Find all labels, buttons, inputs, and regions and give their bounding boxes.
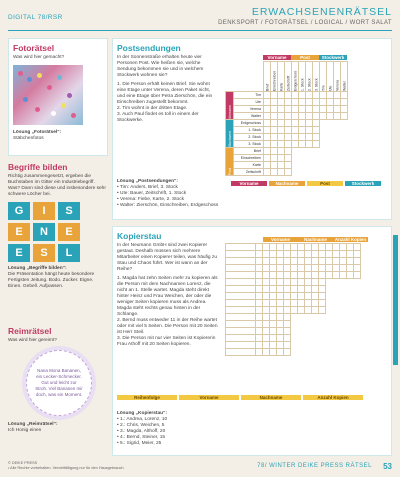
grid-cell[interactable] (312, 293, 319, 300)
grid-row-label: Tim (234, 92, 264, 99)
grid-cell[interactable] (319, 286, 326, 293)
grid-row-label (226, 251, 256, 258)
postsendungen-solution-line: • Tim: Anders, Brief, 3. Stock (117, 185, 178, 190)
grid-row-label (226, 307, 256, 314)
grid-col-label: Brief (264, 62, 271, 92)
grid-cell[interactable] (263, 328, 270, 335)
grid-cell[interactable] (312, 286, 319, 293)
grid-row-label: 2. Stock (234, 134, 264, 141)
grid-cell[interactable] (256, 300, 263, 307)
grid-cell[interactable] (263, 307, 270, 314)
grid-cell[interactable] (291, 265, 298, 272)
page-header (0, 0, 400, 34)
answer-header: Post (307, 181, 343, 186)
grid-cell[interactable] (305, 251, 312, 258)
grid-row-group: Stockwerk (226, 120, 234, 148)
grid-col-label: 2. Stock (306, 62, 313, 92)
grid-cell[interactable] (256, 314, 263, 321)
side-accent-strip (393, 235, 398, 365)
grid-cell[interactable] (319, 307, 326, 314)
kopierstau-solution-line: • 4.: Bernd, Steiner, 15 (117, 435, 166, 440)
postsendungen-clue: 1. Die Person erhält keinen Brief. Sie wohnt eine Etage unter Verena, deren Paket nicht, und eine Etage über Petra Zierschön, die ein Einschreiben zugestellt bekommt. (117, 82, 213, 105)
grid-cell[interactable] (263, 300, 270, 307)
grid-cell[interactable] (333, 244, 340, 251)
grid-cell[interactable] (256, 342, 263, 349)
grid-cell[interactable] (340, 244, 347, 251)
grid-row-label (226, 335, 256, 342)
grid-cell[interactable] (354, 244, 361, 251)
kopierstau-clue: 2. Bernd muss entweder 11 in der Reihe wartet oder mit viel 5 Seiten. Die Person mit 20 Seiten ist Herr Steil. (117, 318, 218, 335)
grid-row-label (226, 286, 256, 293)
grid-cell[interactable] (326, 251, 333, 258)
grid-row-label: Walter (234, 113, 264, 120)
grid-cell[interactable] (312, 265, 319, 272)
grid-cell[interactable] (284, 251, 291, 258)
grid-cell[interactable] (312, 279, 319, 286)
kopierstau-solution-label: Lösung „Kopierstau“: (117, 411, 168, 416)
grid-row-label: Karte (234, 162, 264, 169)
grid-cell[interactable] (291, 272, 298, 279)
grid-cell[interactable] (319, 251, 326, 258)
grid-cell[interactable] (298, 244, 305, 251)
grid-header: Nachname (298, 237, 333, 242)
grid-row-label: Brief (234, 148, 264, 155)
grid-row-label (226, 258, 256, 265)
grid-col-label: Karte (278, 62, 285, 92)
grid-cell[interactable] (284, 342, 291, 349)
reimraetsel-solution-label: Lösung „Reimrätsel“: (8, 422, 58, 427)
kopierstau-solution-line: • 2.: Chris, Weichen, 5 (117, 423, 165, 428)
grid-cell[interactable] (298, 293, 305, 300)
grid-cell[interactable] (298, 258, 305, 265)
grid-col-label: Tim (320, 62, 327, 92)
grid-cell[interactable] (256, 244, 263, 251)
grid-cell[interactable] (340, 265, 347, 272)
grid-cell[interactable] (270, 314, 277, 321)
answer-header: Stockwerk (345, 181, 381, 186)
letter-tile: E (8, 244, 30, 262)
fotoraetsel-box (8, 38, 108, 156)
grid-col-label: 3. Stock (313, 62, 320, 92)
grid-cell[interactable] (326, 272, 333, 279)
footer-publication: 78/ WINTER DEIKE PRESS RÄTSEL (257, 463, 372, 469)
grid-row-label: Verena (234, 106, 264, 113)
postsendungen-intro: In der Sonnenstraße erhalten heute vier Personen Post. Wie heißen sie, welche Sendung bekommen sie und in welchem Stockwerk wohnen sie? (117, 55, 204, 78)
postsendungen-box (112, 38, 392, 220)
grid-cell[interactable] (270, 258, 277, 265)
begriffe-solution-label: Lösung „Begriffe bilden“: (8, 266, 67, 271)
grid-cell[interactable] (298, 251, 305, 258)
grid-row-label (226, 265, 256, 272)
grid-cell[interactable] (312, 272, 319, 279)
grid-cell[interactable] (263, 293, 270, 300)
grid-cell[interactable] (256, 328, 263, 335)
grid-cell[interactable] (298, 300, 305, 307)
grid-cell[interactable] (298, 265, 305, 272)
grid-cell[interactable] (263, 321, 270, 328)
grid-cell[interactable] (256, 251, 263, 258)
grid-cell[interactable] (284, 286, 291, 293)
kopierstau-clue: 1. Magda hat zehn Seiten mehr zu kopieren als die Person mit dem Nachnamen Lorenz, die nicht an 1. Stelle wartet. Magda steht direkt hinter Heinz und Frau Weichen, der oder die weniger Seiten kopieren muss als Andrea. Magda steht rechts genau hinten in der Schlange. (117, 276, 218, 317)
grid-cell[interactable] (277, 321, 284, 328)
grid-cell[interactable] (333, 251, 340, 258)
postsendungen-answer-row (231, 181, 381, 186)
grid-cell[interactable] (284, 314, 291, 321)
grid-cell[interactable] (305, 286, 312, 293)
grid-cell[interactable] (284, 244, 291, 251)
grid-cell[interactable] (333, 258, 340, 265)
grid-cell[interactable] (354, 251, 361, 258)
grid-cell[interactable] (284, 300, 291, 307)
grid-cell[interactable] (277, 328, 284, 335)
grid-cell[interactable] (256, 279, 263, 286)
grid-cell[interactable] (319, 258, 326, 265)
grid-cell[interactable] (291, 300, 298, 307)
grid-cell[interactable] (305, 272, 312, 279)
grid-cell[interactable] (256, 307, 263, 314)
grid-cell[interactable] (256, 321, 263, 328)
grid-cell[interactable] (326, 265, 333, 272)
grid-cell[interactable] (270, 300, 277, 307)
grid-cell[interactable] (256, 349, 263, 356)
grid-cell[interactable] (263, 265, 270, 272)
grid-col-label: Ute (327, 62, 334, 92)
grid-cell[interactable] (319, 265, 326, 272)
grid-cell[interactable] (263, 335, 270, 342)
grid-cell[interactable] (291, 286, 298, 293)
grid-cell[interactable] (277, 307, 284, 314)
grid-col-label: Zeitschrift (285, 62, 292, 92)
grid-cell[interactable] (291, 258, 298, 265)
reimraetsel-question: Was wird hier gereimt? (8, 338, 57, 343)
grid-cell[interactable] (256, 272, 263, 279)
grid-row-label (226, 314, 256, 321)
begriffe-title: Begriffe bilden (8, 162, 68, 172)
grid-cell[interactable] (298, 286, 305, 293)
grid-header: Anzahl Kopien (334, 237, 367, 242)
header-divider (8, 30, 392, 31)
grid-cell[interactable] (277, 258, 284, 265)
answer-header: Reihenfolge (117, 395, 177, 400)
reim-cloud: Nana Mona Bananen, ein Lecker-Schmecker. Gut und leicht zur Stroh. Viel Bananen mir doch, was ein Moment. (26, 350, 92, 416)
grid-cell[interactable] (312, 307, 319, 314)
grid-cell[interactable] (270, 328, 277, 335)
grid-cell[interactable] (333, 265, 340, 272)
grid-col-label: Einschreiben (271, 62, 278, 92)
kopierstau-grid (225, 237, 368, 356)
grid-cell[interactable] (263, 342, 270, 349)
grid-row-label (226, 328, 256, 335)
grid-row-label (226, 321, 256, 328)
grid-row-label: 3. Stock (234, 141, 264, 148)
grid-cell[interactable] (298, 307, 305, 314)
grid-col-label: Erdgeschoss (292, 62, 299, 92)
grid-cell[interactable] (277, 335, 284, 342)
grid-cell[interactable] (284, 328, 291, 335)
grid-header: Vorname (263, 55, 291, 60)
grid-cell[interactable] (277, 300, 284, 307)
kopierstau-solution-line: • 5.: Sigrid, Meier, 25 (117, 441, 162, 446)
postsendungen-solution-line: • Ute: Bauer, Zeitschrift, 1. Stock (117, 191, 187, 196)
grid-cell[interactable] (291, 307, 298, 314)
grid-cell[interactable] (305, 300, 312, 307)
kopierstau-solution-line: • 1.: Andrea, Lorenz, 10 (117, 417, 168, 422)
postsendungen-clue: 3. Auch Paul findet es toll in einem der Stockwerke. (117, 112, 199, 123)
grid-row-label (226, 279, 256, 286)
grid-cell[interactable] (270, 265, 277, 272)
grid-cell[interactable] (277, 272, 284, 279)
grid-row-label (226, 244, 256, 251)
grid-cell[interactable] (354, 258, 361, 265)
letter-tile: S (58, 202, 80, 220)
grid-cell[interactable] (277, 342, 284, 349)
issue-label: DIGITAL 78/RSR (8, 14, 63, 21)
grid-cell[interactable] (305, 244, 312, 251)
grid-cell[interactable] (263, 349, 270, 356)
grid-row-group: Post (226, 148, 234, 176)
fotoraetsel-solution: Stäbchenfotos (13, 136, 44, 141)
postsendungen-clue: 2. Tim wohnt in der dritten Etage. (117, 106, 188, 111)
postsendungen-title: Postsendungen (117, 43, 181, 53)
grid-col-label: 1. Stock (299, 62, 306, 92)
grid-cell[interactable] (256, 293, 263, 300)
grid-header: Stockwerk (319, 55, 347, 60)
kopierstau-logic-grid (225, 243, 361, 356)
grid-cell[interactable] (340, 258, 347, 265)
postsendungen-solution-line: • Verena: Fiebe, Karte, 2. Stock (117, 197, 185, 202)
footer-line: © DEIKE PRESS (8, 461, 38, 465)
answer-header: Vorname (231, 181, 267, 186)
grid-cell[interactable] (284, 265, 291, 272)
grid-cell[interactable] (263, 314, 270, 321)
letter-tile: I (33, 202, 55, 220)
grid-cell[interactable] (340, 251, 347, 258)
footer-line: • Alle Rechte vorbehalten. Vervielfältigung nur für den Hausgebrauch. (8, 466, 125, 470)
grid-cell[interactable] (305, 293, 312, 300)
postsendungen-grid (225, 55, 348, 176)
reimraetsel-section (8, 326, 108, 446)
grid-cell[interactable] (298, 279, 305, 286)
grid-row-label: Einschreiben (234, 155, 264, 162)
grid-cell[interactable] (277, 349, 284, 356)
grid-cell[interactable] (333, 272, 340, 279)
page-number: 53 (383, 462, 392, 471)
grid-col-label: Walter (341, 62, 348, 92)
grid-cell[interactable] (312, 300, 319, 307)
grid-col-label: Verena (334, 62, 341, 92)
postsendungen-solution-line: • Walter: Zierschön, Einschreiben, Erdgeschoss (117, 203, 219, 208)
grid-cell[interactable] (270, 279, 277, 286)
grid-cell[interactable] (284, 293, 291, 300)
begriffe-intro: Richtig zusammengesetzt, ergeben die Buchstaben im Gitter ein Industriebegriff. Was? Dann sind diese und insbesondere sehr schwere Löcher bei. (8, 174, 106, 197)
footer-copyright (8, 461, 125, 471)
grid-row-group: Vorname (226, 92, 234, 120)
grid-cell[interactable] (319, 279, 326, 286)
fotoraetsel-solution-label: Lösung „Fotorätsel“: (13, 130, 62, 135)
grid-cell[interactable] (319, 244, 326, 251)
grid-row-label (226, 272, 256, 279)
grid-cell[interactable] (263, 251, 270, 258)
grid-cell[interactable] (319, 293, 326, 300)
grid-cell[interactable] (256, 265, 263, 272)
answer-header: Nachname (269, 181, 305, 186)
letter-tile: E (8, 223, 30, 241)
grid-cell[interactable] (270, 321, 277, 328)
grid-cell[interactable] (277, 286, 284, 293)
kopierstau-answer-row (117, 395, 363, 400)
grid-cell[interactable] (305, 307, 312, 314)
grid-cell[interactable] (312, 251, 319, 258)
begriffe-section (8, 162, 108, 312)
grid-cell[interactable] (284, 349, 291, 356)
reimraetsel-title: Reimrätsel (8, 326, 52, 336)
grid-cell[interactable] (305, 265, 312, 272)
grid-cell[interactable] (270, 307, 277, 314)
grid-header: Post (291, 55, 319, 60)
letter-tile: G (8, 202, 30, 220)
grid-row-label (226, 293, 256, 300)
grid-cell[interactable] (305, 279, 312, 286)
grid-cell[interactable] (270, 244, 277, 251)
grid-row-label (226, 300, 256, 307)
grid-cell[interactable] (284, 321, 291, 328)
fotoraetsel-question: Was wird hier gemacht? (13, 55, 65, 60)
begriffe-solution: Die Präsentation hängt heute besondere Fertigsten Jeitung. Bodo. Zucker. Eigne. Einen. Gebell. Aufpassen. (8, 272, 95, 289)
grid-cell[interactable] (291, 279, 298, 286)
grid-cell[interactable] (277, 293, 284, 300)
grid-cell[interactable] (319, 300, 326, 307)
grid-cell[interactable] (284, 279, 291, 286)
grid-cell[interactable] (277, 244, 284, 251)
grid-cell[interactable] (284, 272, 291, 279)
grid-cell[interactable] (326, 244, 333, 251)
letter-tile: S (33, 244, 55, 262)
grid-cell[interactable] (347, 244, 354, 251)
grid-cell[interactable] (354, 265, 361, 272)
grid-cell[interactable] (277, 279, 284, 286)
kopierstau-clue: 3. Die Person mit nur vier Seiten ist Kopiererin Frau Athoff mit 20 Seiten kopieren. (117, 336, 216, 347)
grid-cell[interactable] (305, 258, 312, 265)
grid-cell[interactable] (270, 251, 277, 258)
kopierstau-solution-line: • 3.: Magda, Althoff, 20 (117, 429, 166, 434)
grid-cell[interactable] (270, 349, 277, 356)
grid-cell[interactable] (319, 272, 326, 279)
letter-grid (8, 202, 108, 262)
grid-cell[interactable] (263, 272, 270, 279)
letter-tile: E (58, 223, 80, 241)
answer-header: Vorname (179, 395, 239, 400)
page-subtitle: DENKSPORT / FOTORÄTSEL / LOGICAL / WORT SALAT (218, 20, 392, 26)
grid-cell[interactable] (263, 244, 270, 251)
grid-cell[interactable] (312, 258, 319, 265)
grid-header: Vorname (263, 237, 298, 242)
grid-cell[interactable] (347, 251, 354, 258)
grid-cell[interactable] (263, 258, 270, 265)
grid-row-label: Zeitschrift (234, 169, 264, 176)
grid-cell[interactable] (277, 314, 284, 321)
grid-row-label (226, 342, 256, 349)
grid-cell[interactable] (284, 335, 291, 342)
grid-cell[interactable] (256, 286, 263, 293)
grid-row-label: Erdgeschoss (234, 120, 264, 127)
grid-cell[interactable] (270, 335, 277, 342)
reimraetsel-cloud-wrap (26, 350, 108, 416)
answer-header: Anzahl Kopien (303, 395, 363, 400)
grid-cell[interactable] (291, 293, 298, 300)
grid-cell[interactable] (347, 258, 354, 265)
grid-cell[interactable] (291, 251, 298, 258)
grid-cell[interactable] (312, 244, 319, 251)
postsendungen-solution-label: Lösung „Postsendungen“: (117, 179, 179, 184)
grid-cell[interactable] (284, 258, 291, 265)
grid-cell[interactable] (263, 279, 270, 286)
grid-row-label: Ute (234, 99, 264, 106)
grid-cell[interactable] (263, 286, 270, 293)
page-title: ERWACHSENENRÄTSEL (251, 6, 392, 18)
grid-row-label: 1. Stock (234, 127, 264, 134)
grid-cell[interactable] (340, 272, 347, 279)
grid-cell[interactable] (347, 272, 354, 279)
fotoraetsel-image (13, 65, 83, 125)
grid-cell[interactable] (326, 258, 333, 265)
grid-cell[interactable] (270, 272, 277, 279)
kopierstau-intro: In der Neumann GmbH sind zwei Kopierer gestaut. Deshalb müssen sich mehrere Mitarbeiter einen Kopierer teilen, was häufig zu Stau und Chaos führt. Wer ist wann an der Reihe? (117, 243, 217, 272)
grid-cell[interactable] (347, 265, 354, 272)
answer-header: Nachname (241, 395, 301, 400)
grid-cell[interactable] (270, 293, 277, 300)
grid-cell[interactable] (354, 272, 361, 279)
reimraetsel-solution: Ich Honig einen (8, 428, 42, 433)
grid-row-label (226, 349, 256, 356)
grid-cell[interactable] (270, 342, 277, 349)
kopierstau-box (112, 226, 392, 456)
grid-cell[interactable] (277, 251, 284, 258)
grid-cell[interactable] (284, 307, 291, 314)
grid-cell[interactable] (277, 265, 284, 272)
grid-cell[interactable] (298, 272, 305, 279)
letter-tile: L (58, 244, 80, 262)
fotoraetsel-title: Fotorätsel (13, 43, 55, 53)
grid-cell[interactable] (291, 244, 298, 251)
grid-cell[interactable] (270, 286, 277, 293)
grid-cell[interactable] (256, 335, 263, 342)
grid-cell[interactable] (256, 258, 263, 265)
kopierstau-title: Kopierstau (117, 231, 162, 241)
letter-tile: N (33, 223, 55, 241)
